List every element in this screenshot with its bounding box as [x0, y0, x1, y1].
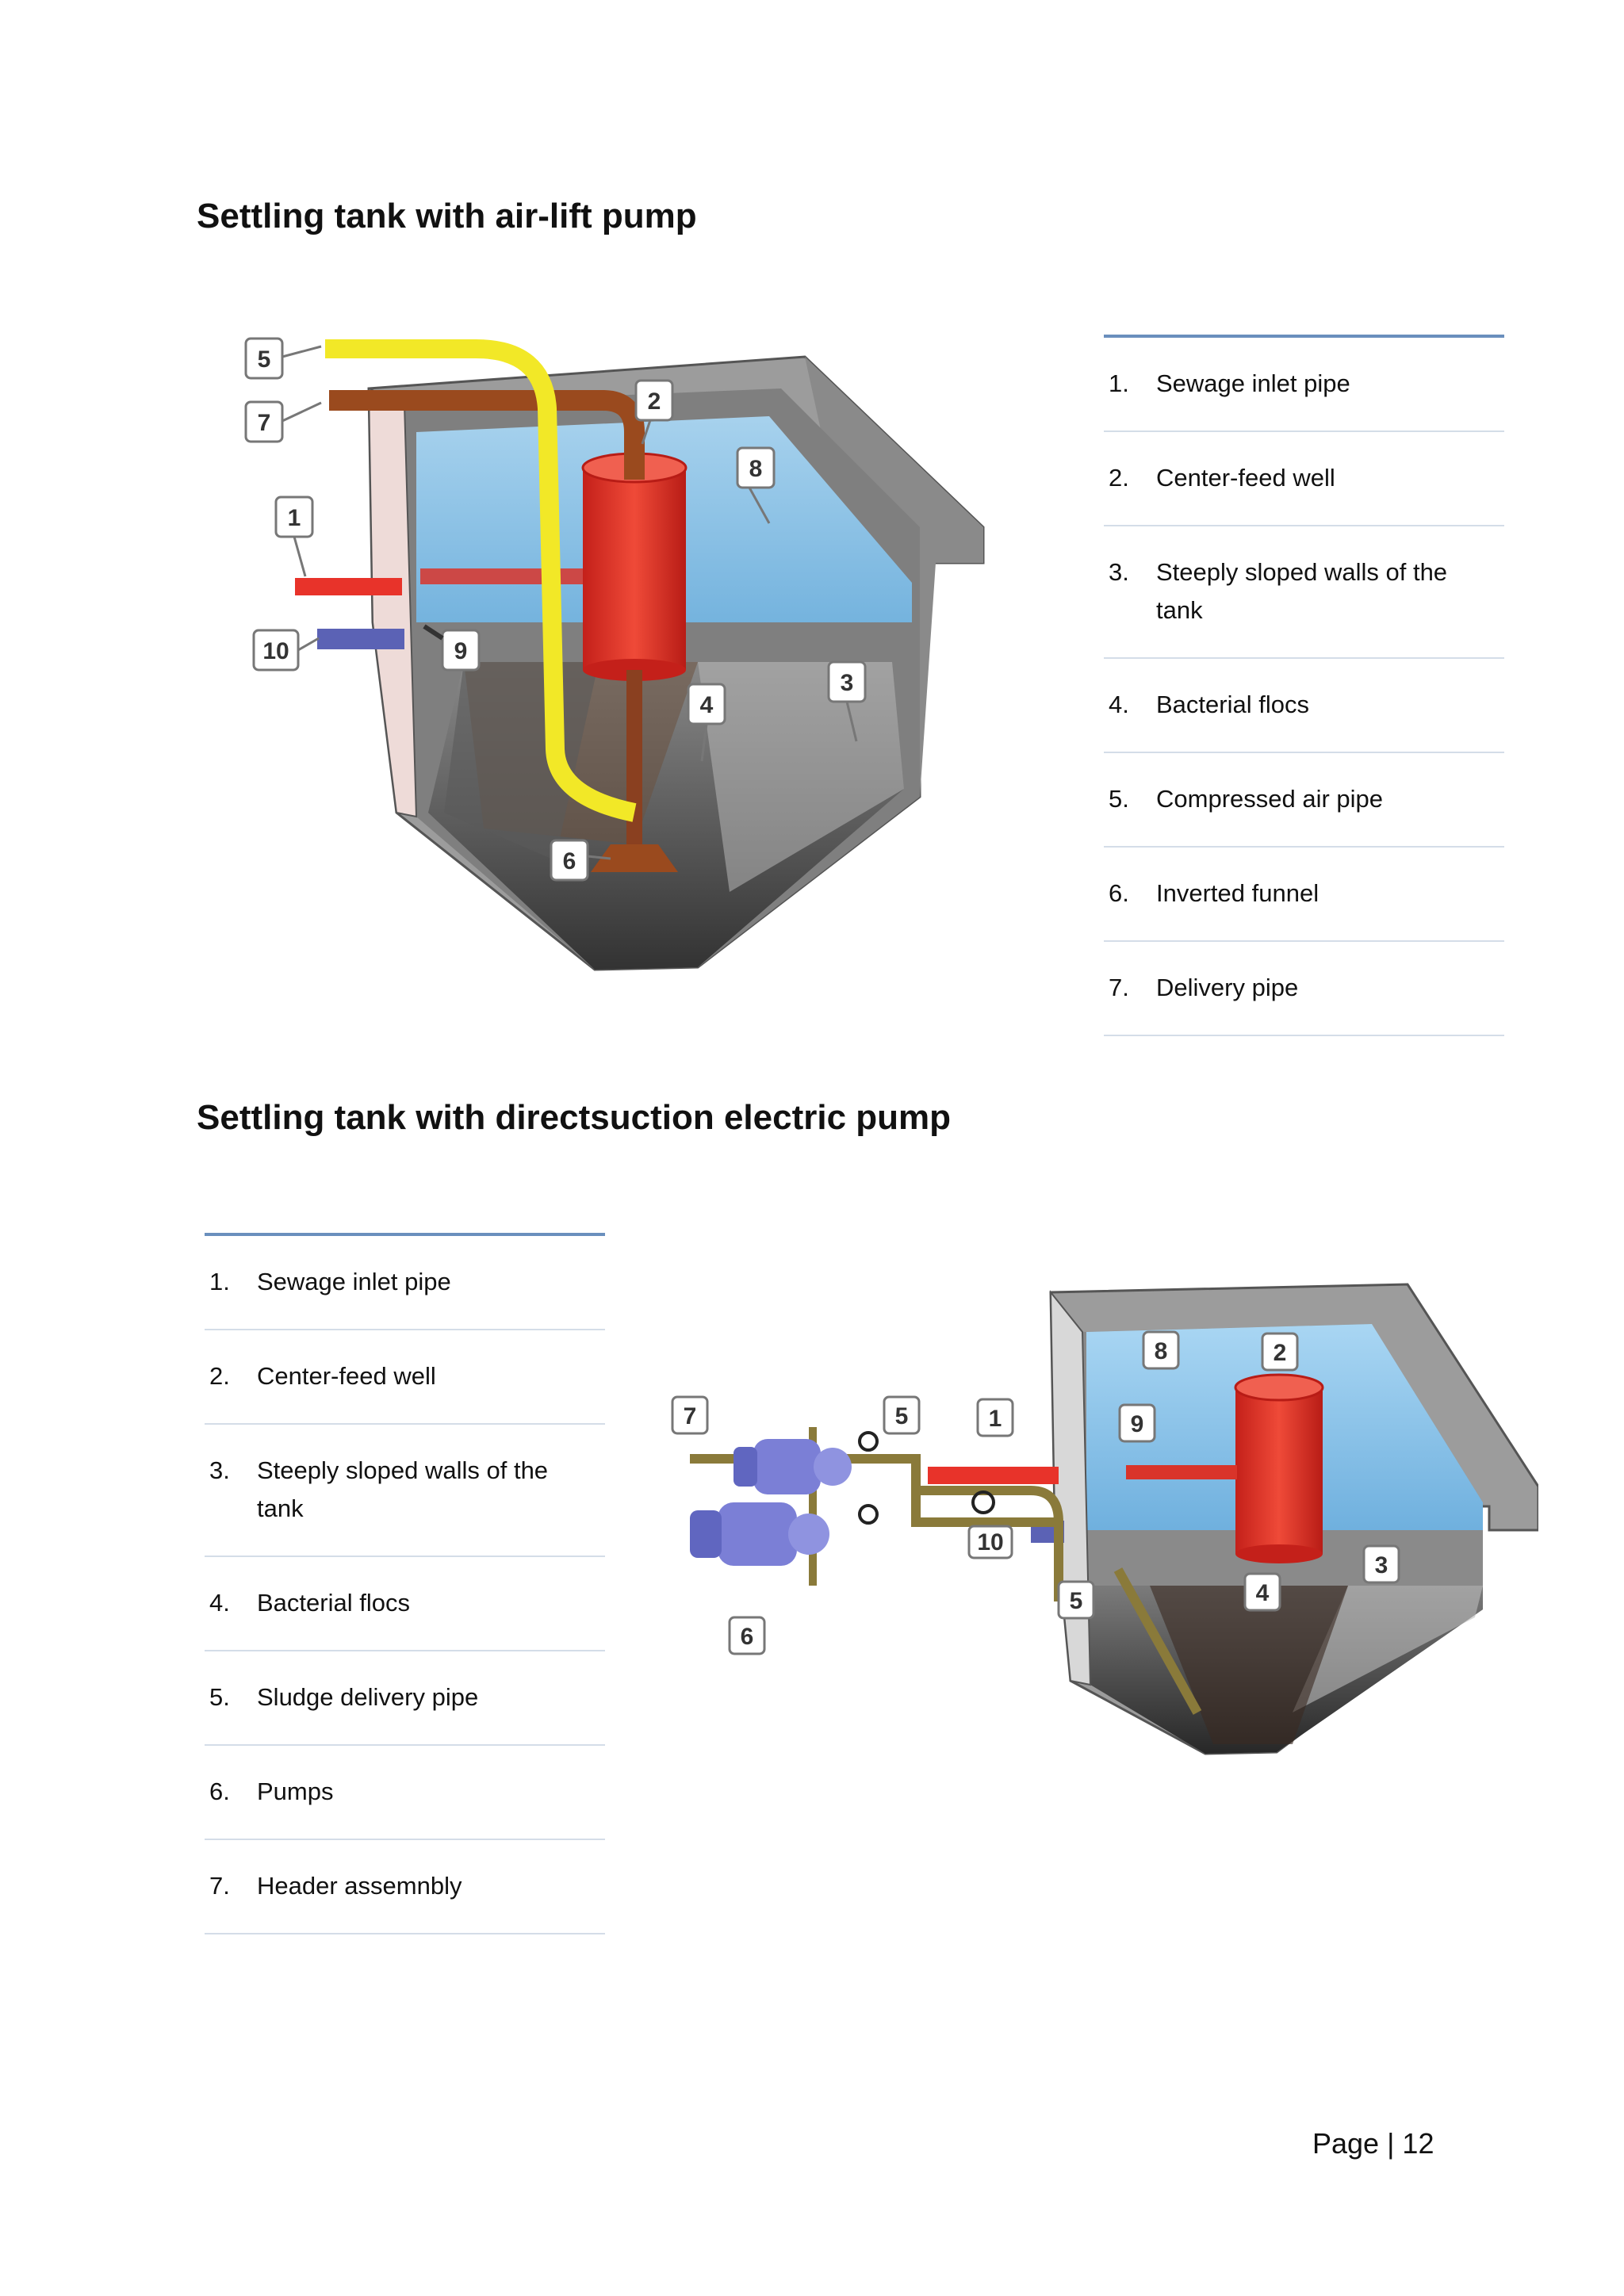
svg-text:2: 2 [1273, 1340, 1287, 1366]
callout-7 [246, 402, 321, 442]
svg-text:9: 9 [454, 638, 468, 664]
legend-item: 1. Sewage inlet pipe [205, 1236, 605, 1330]
sewage-inlet-pipe [928, 1467, 1059, 1484]
callout-10 [254, 630, 319, 670]
legend-item: 6. Pumps [205, 1746, 605, 1840]
legend-air-lift [1104, 335, 1504, 1036]
svg-text:3: 3 [840, 670, 854, 696]
svg-text:10: 10 [262, 638, 289, 664]
svg-text:8: 8 [749, 456, 763, 482]
pump-upper [733, 1439, 852, 1494]
svg-text:5: 5 [1069, 1588, 1083, 1614]
callout-5-upper [884, 1397, 919, 1433]
callout-5 [246, 339, 321, 378]
callout-3 [1364, 1546, 1399, 1582]
svg-text:4: 4 [1255, 1580, 1270, 1606]
svg-text:10: 10 [977, 1529, 1004, 1556]
callout-7 [672, 1397, 707, 1433]
svg-text:9: 9 [1130, 1411, 1144, 1437]
legend-item: 2. Center-feed well [205, 1330, 605, 1425]
sewage-inlet-pipe [295, 578, 402, 595]
center-feed-well-top [1235, 1375, 1323, 1400]
svg-text:8: 8 [1154, 1338, 1168, 1364]
legend-item: 5. Compressed air pipe [1104, 753, 1504, 848]
legend-item: 7. Header assemnbly [205, 1840, 605, 1934]
svg-text:7: 7 [683, 1403, 697, 1429]
valve-icon [860, 1433, 877, 1450]
callout-8 [1143, 1332, 1178, 1368]
legend-item: 6. Inverted funnel [1104, 848, 1504, 942]
legend-item: 1. Sewage inlet pipe [1104, 338, 1504, 432]
callout-5-lower [1059, 1582, 1094, 1618]
svg-text:6: 6 [562, 848, 576, 874]
page-number: Page | 12 [1312, 2127, 1434, 2160]
svg-text:5: 5 [257, 346, 271, 373]
callout-1 [276, 497, 312, 576]
valve-icon [860, 1506, 877, 1523]
air-lift-tank-diagram [222, 289, 1035, 987]
center-feed-well [583, 468, 686, 670]
center-feed-well [1235, 1387, 1323, 1554]
callout-10 [969, 1526, 1012, 1558]
svg-text:3: 3 [1374, 1552, 1388, 1578]
svg-text:7: 7 [257, 410, 271, 436]
callout-2 [1262, 1334, 1297, 1370]
callout-6 [730, 1617, 764, 1654]
legend-item: 4. Bacterial flocs [205, 1557, 605, 1651]
svg-text:4: 4 [699, 692, 714, 718]
legend-direct-suction [205, 1233, 605, 1934]
callout-1 [978, 1399, 1013, 1436]
section-heading-air-lift: Settling tank with air-lift pump [197, 197, 697, 235]
legend-item: 3. Steeply sloped walls of the tank [205, 1425, 605, 1557]
callout-9 [1120, 1405, 1155, 1441]
direct-suction-tank-diagram [658, 1269, 1538, 1764]
legend-item: 4. Bacterial flocs [1104, 659, 1504, 753]
svg-text:6: 6 [740, 1624, 754, 1650]
section-heading-direct-suction: Settling tank with directsuction electric pump [197, 1098, 952, 1137]
blue-pipe [317, 629, 404, 649]
legend-item: 3. Steeply sloped walls of the tank [1104, 526, 1504, 659]
sewage-inlet-pipe-inside [1126, 1465, 1237, 1479]
svg-text:1: 1 [287, 505, 301, 531]
svg-text:2: 2 [647, 388, 661, 415]
callout-4 [1245, 1574, 1280, 1610]
legend-item: 2. Center-feed well [1104, 432, 1504, 526]
legend-item: 7. Delivery pipe [1104, 942, 1504, 1036]
svg-text:5: 5 [894, 1403, 909, 1429]
svg-text:1: 1 [988, 1406, 1002, 1432]
legend-item: 5. Sludge delivery pipe [205, 1651, 605, 1746]
pump-lower [690, 1502, 829, 1566]
